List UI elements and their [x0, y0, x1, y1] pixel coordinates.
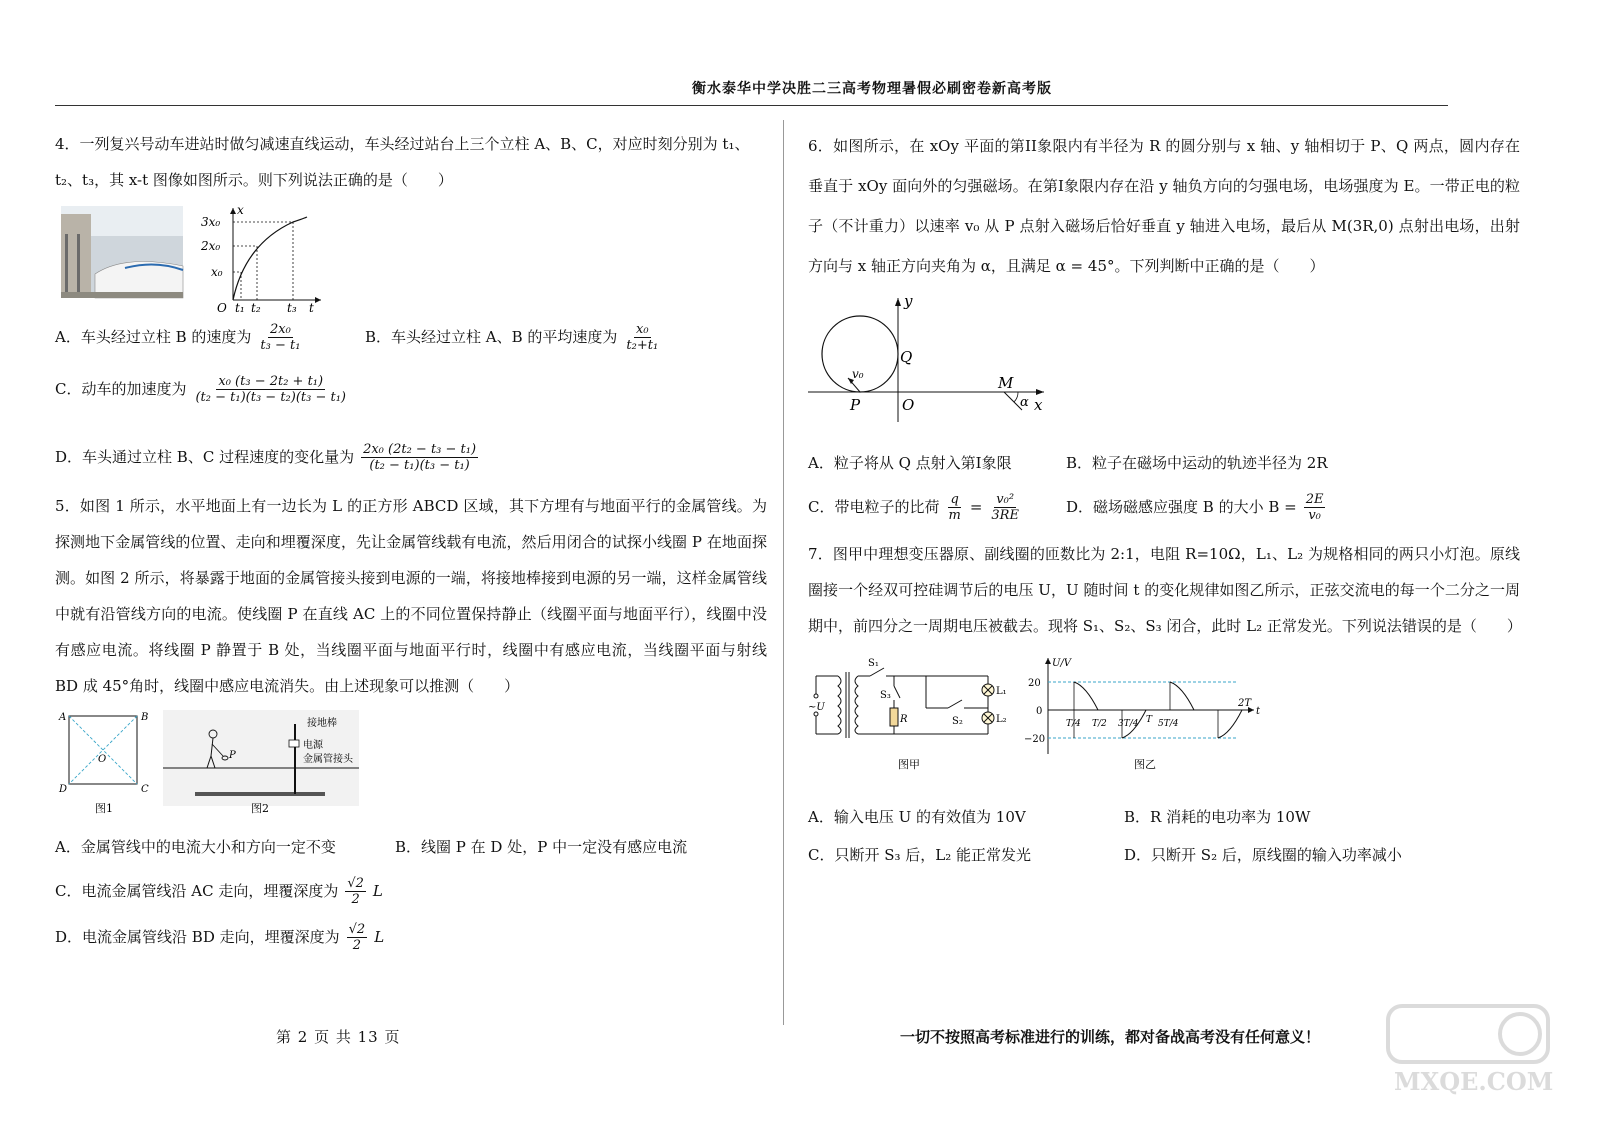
q4-A-fraction: $\frac{\text{2x₀}}{\text{t₃ − t₁}}$ — [260, 321, 301, 353]
q6-option-D[interactable]: D．磁场磁感应强度 B 的大小 B = $\frac{2E}{\text{v₀}}$ — [1066, 491, 1324, 523]
svg-text:O: O — [98, 754, 107, 765]
q4-origin-label: O — [217, 301, 227, 312]
header-title: 衡水泰华中学决胜二三高考物理暑假必刷密卷新高考版 — [692, 81, 1052, 97]
q4-C-fraction: $\frac{\text{x₀ (t₃ − 2t₂ + t₁)}}{\text{(t₂ − t₁)(t₃ − t₂)(t₃ − t₁)}}$ — [195, 373, 346, 405]
q6-C-fraction: $\frac{\text{v₀²}}{3RE}$ — [991, 491, 1019, 523]
column-divider — [783, 120, 784, 1025]
q7-stem: 7．图甲中理想变压器原、副线圈的匝数比为 2:1，电阻 R=10Ω，L₁、L₂ 为规格相同的两只小灯泡。原线圈接一个经双可控硅调节后的电压 U，U 随时间 t 的变化规律如图乙所示，正弦交流电的每一个二分之一周期中，前四分之一周期电压被截去。现将 S₁、S₂、S₃ 闭合，此时 L₂ 正常发光。下列说法错误的是（ ） — [808, 545, 1522, 635]
svg-text:20: 20 — [1028, 678, 1041, 689]
svg-text:x: x — [1034, 396, 1043, 414]
q4-t3-label: t₃ — [287, 301, 297, 312]
svg-text:R: R — [900, 714, 908, 725]
svg-text:α: α — [1020, 395, 1029, 410]
pipe-joint-label: 金属管接头 — [303, 754, 353, 765]
fig2-caption: 图2 — [251, 802, 269, 815]
q5-option-D[interactable]: D．电流金属管线沿 BD 走向，埋覆深度为 $\frac{√2}{2}$ L — [55, 921, 385, 953]
svg-text:−20: −20 — [1024, 734, 1046, 745]
q4-figure — [55, 204, 325, 312]
svg-text:O: O — [902, 396, 915, 414]
q5-fig2 — [163, 710, 359, 815]
q7-figure — [808, 654, 1268, 782]
svg-text:3T/4: 3T/4 — [1118, 719, 1139, 729]
q5-D-fraction: $\frac{√2}{2}$ — [348, 921, 366, 953]
q4-y-axis-label: x — [237, 204, 244, 217]
q7-fig-a-circuit — [808, 658, 1007, 771]
power-label: 电源 — [303, 740, 323, 751]
q6-figure — [808, 294, 1058, 424]
q6-options-CD — [808, 488, 1520, 526]
q4-stem-line1: 4．一列复兴号动车进站时做匀减速直线运动，车头经过站台上三个立柱 A、B、C，对应时刻分别为 t₁、 — [55, 135, 750, 153]
watermark-text: MXQE.COM — [1394, 1067, 1554, 1096]
q5-fig1 — [58, 712, 149, 815]
q5-stem: 5．如图 1 所示，水平地面上有一边长为 L 的正方形 ABCD 区域，其下方埋有与地面平行的金属管线。为探测地下金属管线的位置、走向和埋覆深度，先让金属管线载有电流，然后用闭合的试探小线圈 P 在地面探测。如图 2 所示，将暴露于地面的金属管接头接到电源的一端，将接地棒接到电源的另一端，这样金属管线中就有沿管线方向的电流。使线圈 P 在直线 AC 上的不同位置保持静止（线圈平面与地面平行），线圈中没有感应电流。将线圈 P 静置于 B 处，当线圈平面与地面平行时，线圈中有感应电流，当线圈平面与射线 BD 成 45°角时，线圈中感应电流消失。由上述现象可以推测（ ） — [55, 497, 767, 695]
q6-option-C[interactable]: C．带电粒子的比荷 $\frac{q}{m}$ = $\frac{\text{v₀²}}{3RE}$ — [808, 491, 1019, 523]
q7-option-B[interactable]: B．R 消耗的电功率为 10W — [1124, 808, 1311, 826]
q6-option-A[interactable]: A．粒子将从 Q 点射入第I象限 — [808, 454, 1012, 472]
train-photo — [61, 206, 183, 298]
q4-option-C-row — [55, 370, 767, 408]
svg-text:C: C — [141, 784, 149, 795]
q4-y-label-3x0: 3x₀ — [201, 215, 221, 229]
q4-B-fraction: $\frac{\text{x₀}}{\text{t₂+t₁}}$ — [626, 321, 659, 353]
q4-D-fraction: $\frac{\text{2x₀ (2t₂ − t₃ − t₁)}}{\text{(t₂ − t₁)(t₃ − t₁)}}$ — [363, 441, 477, 473]
svg-text:U/V: U/V — [1052, 658, 1072, 669]
q5-option-C-row — [55, 872, 767, 910]
ground-rod-label: 接地棒 — [307, 718, 337, 729]
q6-options-AB — [808, 444, 1520, 482]
svg-text:P: P — [850, 396, 861, 414]
q4-y-label-2x0: 2x₀ — [201, 239, 221, 253]
svg-text:0: 0 — [1036, 706, 1043, 717]
question-7 — [808, 536, 1520, 874]
q4-stem-line2: t₂、t₃，其 x-t 图像如图所示。则下列说法正确的是（ ） — [55, 171, 453, 189]
svg-text:P: P — [229, 750, 236, 761]
q5-figure — [55, 710, 365, 820]
q5-option-B[interactable]: B．线圈 P 在 D 处，P 中一定没有感应电流 — [395, 838, 688, 856]
q5-option-D-row — [55, 918, 767, 956]
q4-option-D-row — [55, 438, 767, 476]
q5-figures — [55, 710, 767, 820]
q6-stem: 6．如图所示，在 xOy 平面的第II象限内有半径为 R 的圆分别与 x 轴、y 轴相切于 P、Q 两点，圆内存在垂直于 xOy 面向外的匀强磁场。在第I象限内存在沿 y 轴负方向的匀强电场，电场强度为 E。一带正电的粒子（不计重力）以速率 v₀ 从 P 点射入磁场后恰好垂直 y 轴进入电场，最后从 M(3R,0) 点射出电场，出射方向与 x 轴正方向夹角为 α，且满足 α = 45°。下列判断中正确的是（ ） — [808, 137, 1520, 275]
svg-text:5T/4: 5T/4 — [1158, 719, 1179, 729]
q4-figure-row — [55, 204, 767, 312]
q5-options-AB — [55, 828, 767, 866]
xt-graph — [200, 204, 321, 312]
q7-option-D[interactable]: D．只断开 S₂ 后，原线圈的输入功率减小 — [1124, 846, 1402, 864]
svg-text:T/4: T/4 — [1066, 719, 1081, 729]
svg-text:T/2: T/2 — [1092, 719, 1107, 729]
page-number: 第 2 页 共 13 页 — [276, 1028, 401, 1046]
q4-x-axis-label: t — [309, 301, 314, 312]
fig-a-caption: 图甲 — [898, 758, 920, 771]
header-rule — [55, 105, 1448, 106]
left-column — [55, 126, 767, 956]
svg-text:S₁: S₁ — [868, 658, 879, 669]
svg-text:y: y — [904, 294, 913, 310]
q5-C-fraction: $\frac{√2}{2}$ — [347, 875, 364, 907]
q7-option-C[interactable]: C．只断开 S₃ 后，L₂ 能正常发光 — [808, 846, 1032, 864]
svg-text:S₃: S₃ — [880, 690, 891, 701]
q4-option-D[interactable]: D．车头通过立柱 B、C 过程速度的变化量为 $\frac{\text{2x₀ (2t₂ − t₃ − t₁)}}{\text{(t₂ − t₁)(t₃ − t₁)}}$ — [55, 441, 477, 473]
question-6 — [808, 126, 1520, 526]
svg-text:L₁: L₁ — [996, 686, 1007, 697]
q5-option-C[interactable]: C．电流金属管线沿 AC 走向，埋覆深度为 $\frac{√2}{2}$ L — [55, 875, 383, 907]
q7-option-A[interactable]: A．输入电压 U 的有效值为 10V — [808, 808, 1026, 826]
watermark-logo — [1380, 1000, 1560, 1100]
q4-option-B[interactable]: B．车头经过立柱 A、B 的平均速度为 $\frac{\text{x₀}}{\text{t₂+t₁}}$ — [365, 321, 659, 353]
question-4 — [55, 126, 767, 476]
svg-text:S₂: S₂ — [952, 716, 963, 727]
page-header — [0, 78, 1600, 110]
svg-text:2T: 2T — [1238, 698, 1252, 709]
q4-options-AB — [55, 318, 767, 356]
question-5 — [55, 488, 767, 956]
svg-text:D: D — [59, 784, 68, 795]
fig1-caption: 图1 — [95, 802, 113, 815]
svg-text:v₀: v₀ — [852, 367, 864, 381]
q4-t2-label: t₂ — [251, 301, 261, 312]
svg-text:A: A — [59, 712, 67, 723]
svg-text:~U: ~U — [808, 702, 825, 713]
svg-text:Q: Q — [900, 348, 913, 366]
right-column — [808, 126, 1520, 874]
q6-option-B[interactable]: B．粒子在磁场中运动的轨迹半径为 2R — [1066, 454, 1328, 472]
q4-option-C[interactable]: C．动车的加速度为 $\frac{\text{x₀ (t₃ − 2t₂ + t₁)}}{\text{(t₂ − t₁)(t₃ − t₂)(t₃ − t₁)}}$ — [55, 373, 346, 405]
q6-D-fraction: $\frac{2E}{\text{v₀}}$ — [1305, 491, 1324, 523]
q7-options-CD — [808, 836, 1520, 874]
svg-text:M: M — [998, 374, 1014, 392]
svg-text:B: B — [141, 712, 149, 723]
q5-option-A[interactable]: A．金属管线中的电流大小和方向一定不变 — [55, 838, 336, 856]
q4-option-A[interactable]: A．车头经过立柱 B 的速度为 $\frac{\text{2x₀}}{\text{t₃ − t₁}}$ — [55, 321, 301, 353]
svg-text:L₂: L₂ — [996, 714, 1007, 725]
footer-motto: 一切不按照高考标准进行的训练，都对备战高考没有任何意义！ — [900, 1028, 1321, 1046]
q4-t1-label: t₁ — [235, 301, 245, 312]
svg-text:T: T — [1146, 715, 1153, 725]
q7-options-AB — [808, 798, 1520, 836]
svg-text:t: t — [1256, 706, 1261, 717]
q4-y-label-x0: x₀ — [211, 265, 223, 279]
fig-b-caption: 图乙 — [1134, 758, 1156, 771]
q7-fig-b-graph — [1024, 658, 1261, 771]
